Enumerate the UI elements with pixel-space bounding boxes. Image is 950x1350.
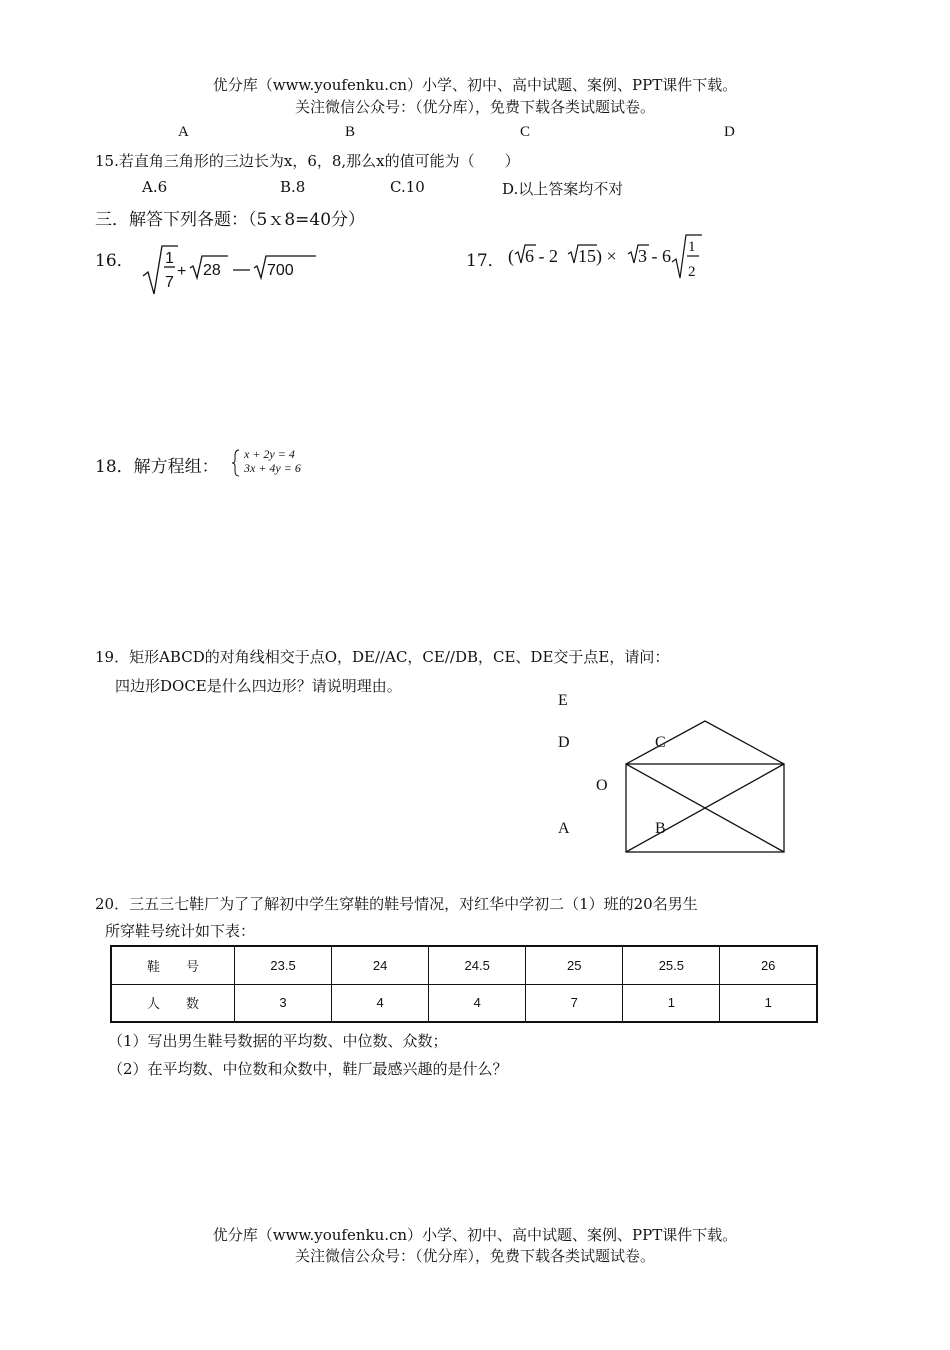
table-cell: 4 (332, 984, 429, 1022)
svg-text:6 - 2: 6 - 2 (525, 246, 558, 266)
table-cell: 1 (623, 984, 720, 1022)
table-cell: 26 (720, 946, 817, 984)
table-cell: 25 (526, 946, 623, 984)
figure-option-b: B (345, 124, 356, 140)
svg-text:(: ( (508, 246, 514, 266)
svg-text:1: 1 (165, 250, 174, 267)
question-20-line-2: 所穿鞋号统计如下表： (105, 922, 256, 940)
question-20-line-1: 20．三五三七鞋厂为了了解初中学生穿鞋的鞋号情况，对红华中学初二（1）班的20名男生 (95, 895, 698, 913)
table-header-count: 人 数 (111, 984, 235, 1022)
footer-line-2: 关注微信公众号：（优分库），免费下载各类试题试卷。 (294, 1247, 655, 1265)
svg-text:3 - 6: 3 - 6 (638, 246, 671, 266)
point-label-e: E (558, 692, 568, 709)
table-header-size: 鞋 号 (111, 946, 235, 984)
table-cell: 25.5 (623, 946, 720, 984)
question-20-sub-1: （1）写出男生鞋号数据的平均数、中位数、众数； (108, 1032, 448, 1050)
figure-option-a: A (178, 124, 189, 140)
header-line-2: 关注微信公众号：（优分库），免费下载各类试题试卷。 (294, 98, 655, 116)
svg-text:1: 1 (688, 239, 696, 255)
svg-text:+: + (177, 263, 187, 280)
figure-option-c: C (520, 124, 531, 140)
footer-line-1: 优分库（www.youfenku.cn）小学、初中、高中试题、案例、PPT课件下载。 (212, 1226, 738, 1244)
svg-text:28: 28 (203, 262, 221, 279)
question-15-stem: 15.若直角三角形的三边长为x，6，8,那么x的值可能为（ ） (95, 152, 520, 170)
table-row (111, 946, 817, 984)
table-cell: 1 (720, 984, 817, 1022)
svg-text:7: 7 (165, 274, 174, 291)
table-cell: 23.5 (235, 946, 332, 984)
question-16-expression (140, 242, 330, 300)
shoe-size-table (110, 945, 818, 1023)
table-cell: 4 (429, 984, 526, 1022)
question-16-number: 16． (95, 251, 134, 271)
question-19-line-1: 19．矩形ABCD的对角线相交于点O，DE//AC，CE//DB，CE、DE交于点E，请问： (95, 648, 670, 666)
point-label-a: A (558, 820, 570, 837)
question-15-option-c: C.10 (390, 178, 425, 196)
question-15-option-a: A.6 (142, 178, 168, 196)
question-17-expression (508, 232, 723, 284)
point-label-o: O (596, 777, 608, 794)
section-3-title: 三．解答下列各题：（5ｘ8=40分） (95, 210, 366, 230)
table-cell: 24.5 (429, 946, 526, 984)
table-cell: 24 (332, 946, 429, 984)
svg-text:15) ×: 15) × (578, 246, 617, 266)
equation-1: x + 2y = 4 (244, 447, 295, 461)
table-row (111, 984, 817, 1022)
point-label-b: B (655, 820, 666, 837)
question-15-option-b: B.8 (280, 178, 306, 196)
svg-text:700: 700 (267, 262, 294, 279)
rectangle-diagram (620, 715, 790, 860)
question-19-line-2: 四边形DOCE是什么四边形？请说明理由。 (115, 677, 402, 695)
question-17-number: 17． (466, 251, 505, 271)
table-cell: 3 (235, 984, 332, 1022)
question-20-sub-2: （2）在平均数、中位数和众数中，鞋厂最感兴趣的是什么？ (108, 1060, 508, 1078)
svg-text:2: 2 (688, 264, 696, 280)
question-18-label: 18．解方程组： (95, 457, 219, 477)
point-label-c: C (655, 734, 666, 751)
header-line-1: 优分库（www.youfenku.cn）小学、初中、高中试题、案例、PPT课件下载。 (212, 76, 738, 94)
table-cell: 7 (526, 984, 623, 1022)
figure-option-d: D (724, 124, 735, 140)
point-label-d: D (558, 734, 570, 751)
question-15-option-d: D.以上答案均不对 (502, 180, 624, 198)
equation-2: 3x + 4y = 6 (244, 461, 301, 475)
